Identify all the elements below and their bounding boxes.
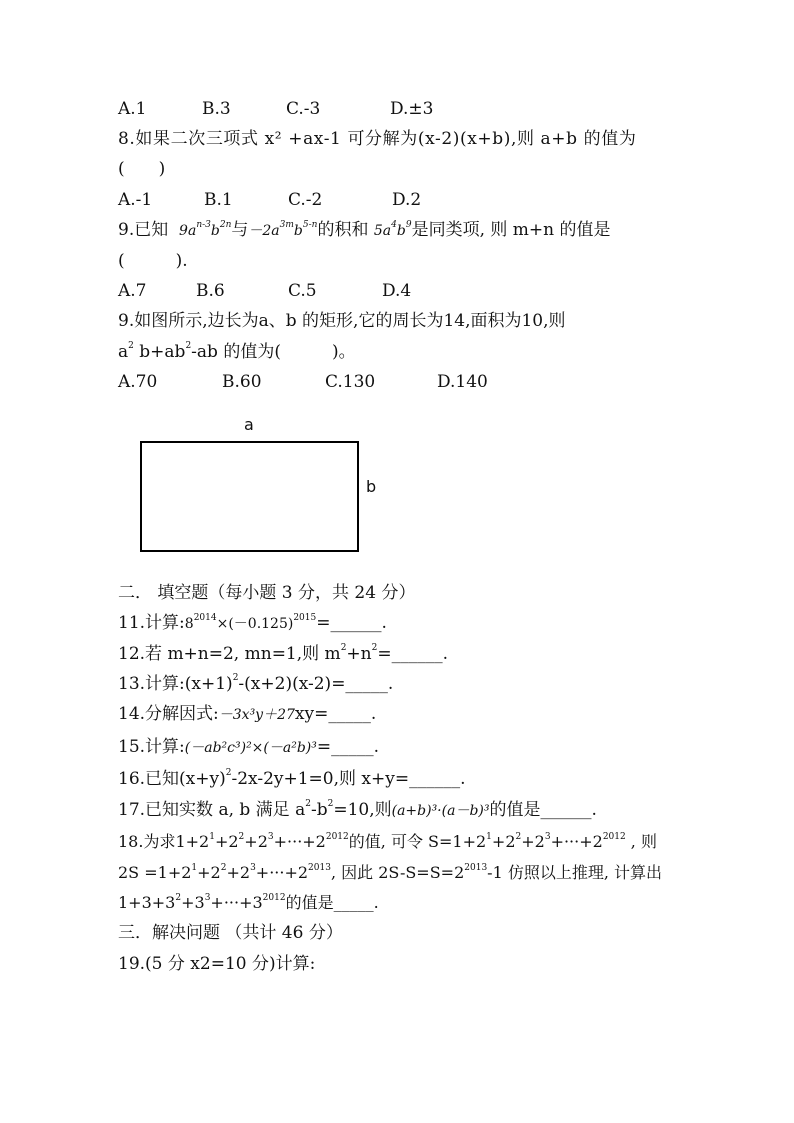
q9a-term1-exp-b: 2n: [219, 220, 232, 231]
q9a-term2-b: b: [293, 223, 303, 239]
q11-exp2: 2015: [293, 613, 317, 624]
q9b-c: -ab 的值为( )。: [191, 342, 356, 362]
q18-l3-e3: 2012: [262, 892, 286, 903]
q18-l1-f: 的值, 可令 S=1+2: [348, 832, 487, 851]
q18-line2: [118, 862, 662, 884]
q9a-mid: 与: [231, 220, 249, 240]
q9a-term2-exp-b: 5-n: [302, 220, 318, 231]
q18-line1: [118, 831, 657, 853]
q9a-stem: [118, 219, 611, 242]
q16: [118, 768, 466, 790]
q18-l1-e5: 1: [486, 831, 492, 842]
q18-l1-e1: 1: [209, 831, 215, 842]
q12-exp1: 2: [340, 643, 347, 654]
q15-math: (－ab²c³)²×(－a²b)³: [184, 740, 317, 756]
q15-a: 15.计算:: [118, 737, 185, 757]
q17-math: (a+b)³·(a－b)³: [391, 803, 490, 819]
q18-l1-e4: 2012: [325, 831, 349, 842]
q9a-prefix: 9.已知: [118, 220, 169, 240]
section3-title: 三．解决问题 （共计 46 分）: [118, 923, 343, 943]
q9a-term2: [248, 220, 318, 239]
q13-exp: 2: [232, 673, 239, 684]
q9b-exp1: 2: [128, 341, 134, 352]
q7-option-b: B.3: [202, 99, 231, 119]
q16-b: -2x-2y+1=0,则 x+y=______.: [231, 769, 466, 789]
q14-a: 14.分解因式:: [118, 704, 219, 724]
q13-b: -(x+2)(x-2)=_____.: [238, 674, 394, 694]
q18-l3-e1: 2: [175, 892, 182, 903]
q18-l2-e3: 3: [250, 862, 256, 873]
q8-option-c: C.-2: [288, 190, 323, 210]
q8-option-d: D.2: [392, 190, 422, 210]
q16-a: 16.已知(x+y): [118, 769, 226, 789]
q9a-term3: [373, 220, 412, 239]
q18-l3-d: 的值是_____.: [285, 893, 379, 912]
q7-option-a: A.1: [118, 99, 147, 119]
q18-l3-c: +···+3: [210, 893, 263, 912]
q7-options: [118, 98, 434, 120]
q18-l1-g: +2: [491, 832, 516, 851]
q18-l1-e3: 3: [267, 831, 274, 842]
q9a-term3-b: b: [396, 223, 406, 239]
q18-l2-c: +2: [226, 863, 251, 882]
q9a-option-a: A.7: [118, 281, 147, 301]
q18-l2-e1: 1: [191, 862, 198, 873]
q9a-term1-b: b: [210, 223, 220, 239]
q11-exp1: 2014: [193, 613, 217, 624]
q9a-term1-exp-a: n-3: [196, 220, 211, 231]
q9a-option-c: C.5: [288, 281, 317, 301]
section2-title: 二． 填空题（每小题 3 分，共 24 分）: [118, 583, 416, 603]
q9b-options: [118, 371, 488, 393]
q11-prefix: 11.计算:: [118, 613, 185, 633]
q9a-term3-base: 5a: [373, 223, 392, 239]
q9a-term3-exp-a: 4: [391, 220, 397, 231]
q18-l2-d: +···+2: [255, 863, 309, 882]
q18-l2-g: -1 仿照以上推理, 计算出: [487, 863, 663, 882]
q7-option-c: C.-3: [286, 99, 321, 119]
q18-l3-b: +3: [181, 893, 205, 912]
q14-b: xy=_____.: [294, 704, 377, 724]
q9b-a: a: [118, 342, 129, 362]
q18-l2-e5: 2013: [464, 862, 488, 873]
q12-exp2: 2: [371, 643, 378, 654]
q15-b: =_____.: [316, 737, 380, 757]
q12-b: +n: [346, 644, 372, 664]
q18-l1-h: +2: [521, 832, 545, 851]
q12: [118, 643, 448, 665]
figure-label-a: a: [244, 415, 254, 434]
q8-option-a: A.-1: [118, 190, 153, 210]
q18-l1-e2: 2: [238, 831, 245, 842]
q11-suffix: =______.: [316, 613, 387, 633]
q9b-option-d: D.140: [437, 372, 488, 392]
q9a-term2-base: －2a: [248, 223, 280, 239]
q18-l1-b: +2: [214, 832, 239, 851]
q17: [118, 799, 597, 822]
q17-a: 17.已知实数 a, b 满足 a: [118, 800, 306, 820]
q17-exp1: 2: [305, 799, 311, 810]
q8-paren: ( ): [118, 159, 166, 179]
q18-l1-j: , 则: [625, 832, 657, 851]
q18-l2-b: +2: [197, 863, 221, 882]
q15: [118, 736, 379, 759]
q18-l1-i: +···+2: [550, 832, 603, 851]
q13: [118, 673, 393, 695]
q8-option-b: B.1: [204, 190, 233, 210]
q18-l1-c: +2: [244, 832, 268, 851]
q9a-term2-exp-a: 3m: [279, 220, 294, 231]
q18-l1-d: +···+2: [273, 832, 326, 851]
q18-l1-e8: 2012: [602, 831, 626, 842]
q9a-term1-base: 9a: [179, 223, 197, 239]
rectangle-figure: [140, 441, 359, 552]
q18-l1-e7: 3: [544, 831, 551, 842]
q9a-term1: [179, 220, 232, 239]
figure-label-b: b: [366, 477, 377, 496]
q18-l3-e2: 3: [204, 892, 211, 903]
q9a-paren: ( ).: [118, 251, 188, 271]
q18-l1-e6: 2: [515, 831, 522, 842]
q17-b: -b: [310, 800, 328, 820]
q9b-option-c: C.130: [325, 372, 376, 392]
q9b-option-a: A.70: [118, 372, 158, 392]
q14-math: －3x³y＋27: [218, 707, 295, 723]
q9a-option-d: D.4: [382, 281, 412, 301]
q9b-exp2: 2: [185, 341, 192, 352]
q9a-options: [118, 280, 411, 302]
q11-base: 8: [184, 616, 194, 632]
q12-c: =______.: [377, 644, 449, 664]
q11-math: [184, 613, 317, 632]
q13-a: 13.计算:(x+1): [118, 674, 233, 694]
q9a-suffix: 是同类项, 则 m+n 的值是: [411, 220, 611, 240]
q9b-expression: [118, 341, 356, 363]
q14: [118, 703, 376, 726]
q18-l3-a: 1+3+3: [118, 893, 176, 912]
q18-l2-e4: 2013: [308, 862, 331, 873]
q9a-term3-exp-b: 9: [405, 220, 412, 231]
q9a-mid2: 的积和: [317, 220, 369, 240]
q8-options: [118, 189, 421, 211]
q9b-option-b: B.60: [222, 372, 262, 392]
q18-l2-f: , 因此 2S-S=S=2: [330, 863, 465, 882]
q16-exp: 2: [225, 768, 232, 779]
q18-l1-a: 18.为求1+2: [118, 832, 210, 851]
q12-a: 12.若 m+n=2, mn=1,则 m: [118, 644, 341, 664]
q17-d: 的值是______.: [489, 800, 597, 820]
q17-c: =10,则: [333, 800, 392, 820]
q18-line3: [118, 892, 379, 914]
q17-exp2: 2: [327, 799, 334, 810]
q7-option-d: D.±3: [390, 99, 434, 119]
q9a-option-b: B.6: [196, 281, 225, 301]
q18-l2-a: 2S =1+2: [118, 863, 192, 882]
q18-l2-e2: 2: [220, 862, 227, 873]
q8-stem: 8.如果二次三项式 x² +ax-1 可分解为(x-2)(x+b),则 a+b 的值为: [118, 129, 637, 149]
q9b-b: b+ab: [133, 342, 186, 362]
q19: 19.(5 分 x2=10 分)计算:: [118, 954, 316, 974]
q9b-stem: 9.如图所示,边长为a、b 的矩形,它的周长为14,面积为10,则: [118, 311, 566, 331]
q11-mid: ×(－0.125): [216, 616, 294, 632]
q11: [118, 612, 387, 635]
